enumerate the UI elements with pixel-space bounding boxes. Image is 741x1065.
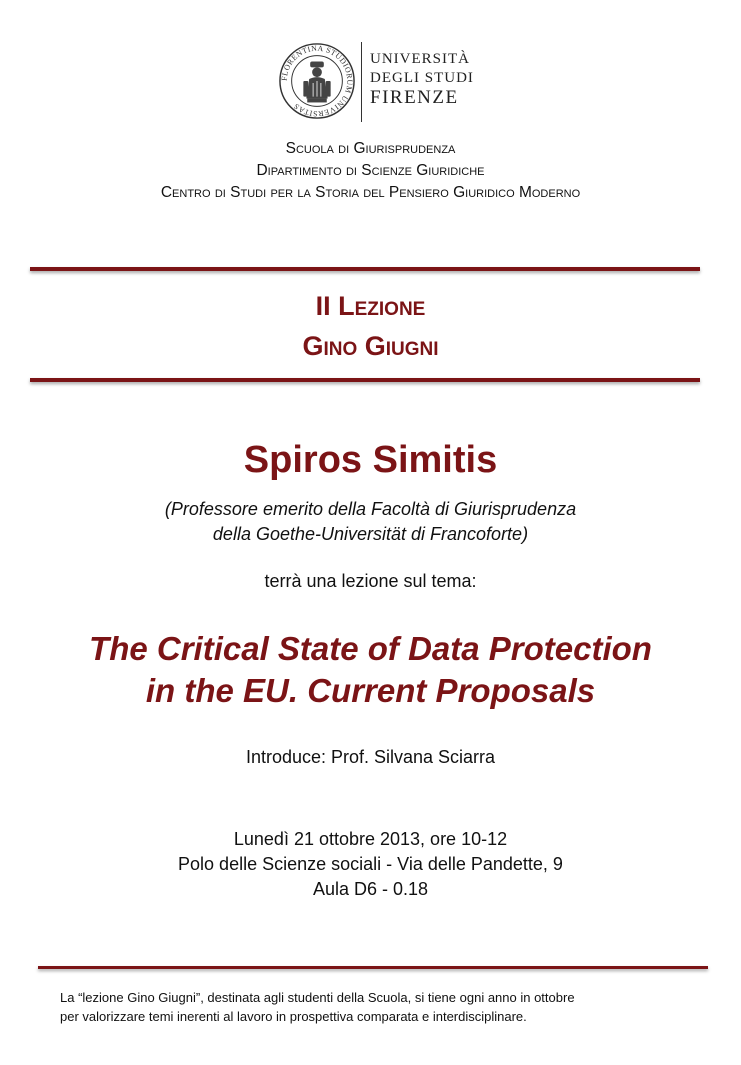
university-logo bbox=[278, 40, 474, 124]
speaker-name: Spiros Simitis bbox=[243, 439, 498, 481]
speaker-affiliation bbox=[0, 497, 741, 547]
school-name: Scuola di Giurisprudenza bbox=[285, 140, 456, 157]
intro-line: terrà una lezione sul tema: bbox=[264, 571, 477, 591]
department-header bbox=[0, 138, 741, 204]
lecture-topic bbox=[0, 628, 741, 712]
middle-divider bbox=[30, 378, 700, 382]
footnote-line-2: per valorizzare temi inerenti al lavoro in prospettiva comparata e interdisciplinare. bbox=[60, 1009, 527, 1024]
department-name: Dipartimento di Scienze Giuridiche bbox=[256, 162, 485, 179]
footnote-line-1: La “lezione Gino Giugni”, destinata agli studenti della Scuola, si tiene ogni anno in ottobre bbox=[60, 990, 575, 1005]
event-details bbox=[0, 827, 741, 902]
topic-line-2: in the EU. Current Proposals bbox=[145, 672, 596, 709]
event-place: Polo delle Scienze sociali - Via delle Pandette, 9 bbox=[178, 854, 563, 874]
affiliation-line-1: (Professore emerito della Facoltà di Giurisprudenza bbox=[164, 499, 577, 519]
university-seal-icon bbox=[278, 42, 356, 120]
topic-line-1: The Critical State of Data Protection bbox=[89, 630, 652, 667]
logo-line-1: UNIVERSITÀ bbox=[370, 51, 470, 67]
event-room: Aula D6 - 0.18 bbox=[312, 879, 429, 899]
lecture-title-line-1: II Lezione bbox=[315, 291, 426, 321]
logo-line-3: FIRENZE bbox=[370, 87, 459, 108]
university-name bbox=[370, 50, 474, 107]
logo-line-2: DEGLI STUDI bbox=[370, 70, 474, 86]
lecture-title bbox=[0, 286, 741, 366]
affiliation-line-2: della Goethe-Universität di Francoforte) bbox=[212, 524, 529, 544]
seal-text: FLORENTINA STUDIORUM UNIVERSITAS bbox=[279, 43, 355, 119]
logo-divider bbox=[361, 42, 362, 122]
lecture-title-line-2: Gino Giugni bbox=[302, 331, 439, 361]
top-divider bbox=[30, 267, 700, 271]
introducer: Introduce: Prof. Silvana Sciarra bbox=[245, 747, 496, 767]
bottom-divider bbox=[38, 966, 708, 969]
event-date: Lunedì 21 ottobre 2013, ore 10-12 bbox=[233, 829, 508, 849]
footnote bbox=[60, 988, 700, 1026]
centre-name: Centro di Studi per la Storia del Pensiero Giuridico Moderno bbox=[160, 184, 581, 201]
